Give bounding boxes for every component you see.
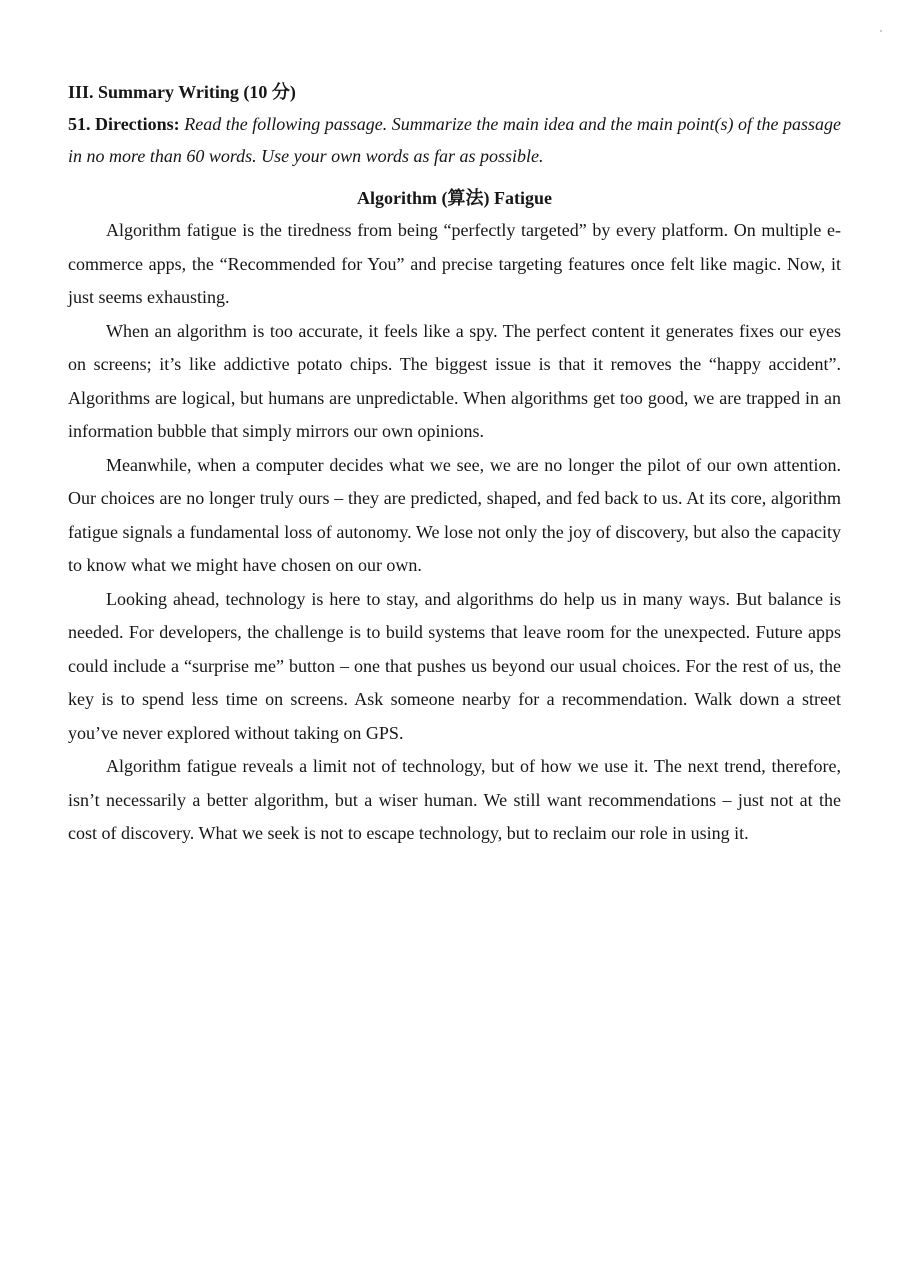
- paragraph-3: Meanwhile, when a computer decides what we see, we are no longer the pilot of our own attention. Our choices are no longer truly ours – they are predicted, shaped, and fed back to us. At its core, algorithm fatigue signals a fundamental loss of autonomy. We lose not only the joy of discovery, but also the capacity to know what we might have chosen on our own.: [68, 454, 841, 575]
- exam-page: [68, 76, 841, 851]
- directions: [68, 108, 841, 172]
- scan-speck: [880, 30, 882, 32]
- directions-text: Read the following passage. Summarize the main idea and the main point(s) of the passage in no more than 60 words. Use your own words as far as possible.: [68, 114, 842, 166]
- paragraph-1: Algorithm fatigue is the tiredness from being “perfectly targeted” by every platform. On multiple e-commerce apps, the “Recommended for You” and precise targeting features once felt like magic. Now, it just seems exhausting.: [68, 220, 841, 307]
- paragraph-2: When an algorithm is too accurate, it feels like a spy. The perfect content it generates fixes our eyes on screens; it’s like addictive potato chips. The biggest issue is that it removes the “happy accident”. Algorithms are logical, but humans are unpredictable. When algorithms get too good, we are trapped in an information bubble that simply mirrors our own opinions.: [68, 320, 841, 441]
- paragraph-4: Looking ahead, technology is here to stay, and algorithms do help us in many ways. But balance is needed. For developers, the challenge is to build systems that leave room for the unexpected. Future apps could include a “surprise me” button – one that pushes us beyond our usual choices. For the rest of us, the key is to spend less time on screens. Ask someone nearby for a recommendation. Walk down a street you’ve never explored without taking on GPS.: [68, 588, 841, 743]
- paragraph-5: Algorithm fatigue reveals a limit not of technology, but of how we use it. The next trend, therefore, isn’t necessarily a better algorithm, but a wiser human. We still want recommendations – just not at the cost of discovery. What we seek is not to escape technology, but to reclaim our role in using it.: [68, 756, 841, 843]
- passage-title: Algorithm (算法) Fatigue: [357, 188, 552, 208]
- directions-number: 51. Directions:: [68, 114, 180, 134]
- section-heading: III. Summary Writing (10 分): [68, 82, 296, 102]
